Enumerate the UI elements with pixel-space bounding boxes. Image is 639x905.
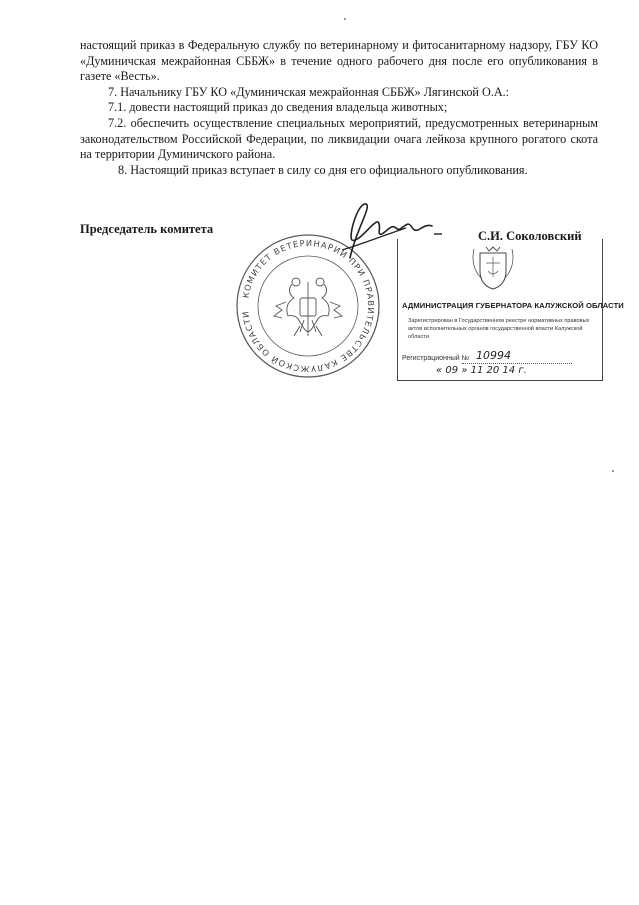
document-body: [80, 38, 598, 178]
registration-authority: АДМИНИСТРАЦИЯ ГУБЕРНАТОРА КАЛУЖСКОЙ ОБЛАСТИ: [402, 301, 624, 310]
registration-stamp: [397, 239, 624, 381]
registration-number-line: [462, 363, 572, 364]
signatory-name: С.И. Соколовский: [478, 229, 582, 243]
signatory-title: Председатель комитета: [80, 222, 214, 236]
item-8: 8. Настоящий приказ вступает в силу со дня его официального опубликования.: [118, 162, 528, 177]
item-7-2: 7.2. обеспечить осуществление специальных мероприятий, предусмотренных ветеринарным законодательством Российской Федерации, по ликвидации очага лейкоза крупного рогатого скота на территории Думиничского района.: [80, 115, 598, 162]
paragraph-continuation: настоящий приказ в Федеральную службу по ветеринарному и фитосанитарному надзору, ГБУ КО «Думиничская межрайонная СББЖ» в течение одного рабочего дня после его опубликования в газете «Весть».: [80, 38, 598, 84]
registration-description: Зарегистрирован в Государственном реестре нормативных правовых актов исполнительных органов государственной власти Калужской области: [408, 318, 590, 340]
registration-number: 10994: [476, 349, 511, 362]
scan-speck: [344, 18, 346, 20]
double-headed-eagle-icon: [274, 278, 342, 336]
registration-number-label: Регистрационный №: [402, 355, 470, 362]
item-7: 7. Начальнику ГБУ КО «Думиничская межрайонная СББЖ» Лягинской О.А.:: [108, 84, 510, 99]
svg-text:КОМИТЕТ ВЕТЕРИНАРИИ ПРИ ПРАВИТ: КОМИТЕТ ВЕТЕРИНАРИИ ПРИ ПРАВИТЕЛЬСТВЕ КАЛУЖСКОЙ ОБЛАСТИ: [240, 237, 377, 375]
registration-date: « 09 » 11 20 14 г.: [436, 365, 527, 376]
scan-speck: [612, 470, 614, 472]
item-7-1: 7.1. довести настоящий приказ до сведения владельца животных;: [108, 100, 448, 115]
coat-of-arms-icon: [468, 245, 518, 293]
